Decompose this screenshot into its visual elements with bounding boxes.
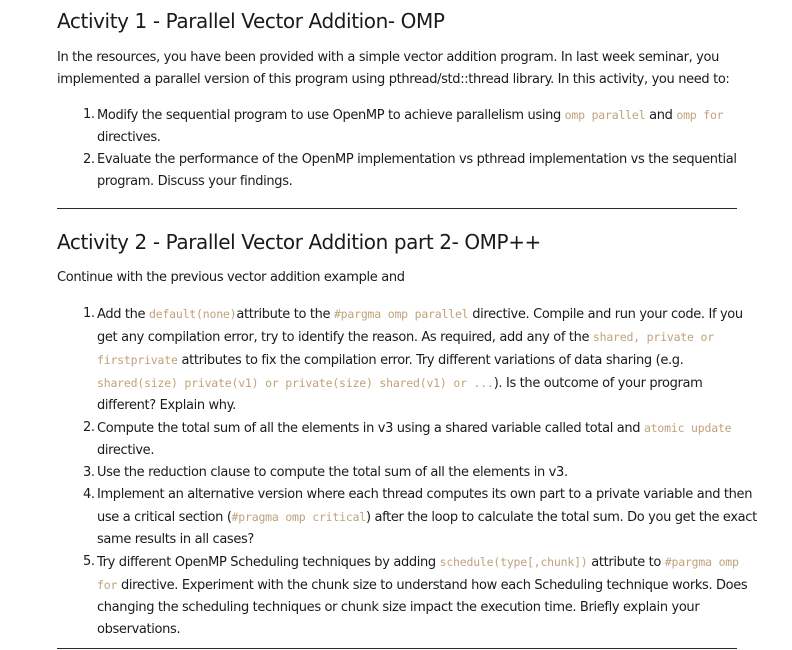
activity2-task-2: Compute the total sum of all the elements in v3 using a shared variable called total and atomic update directive. [97,421,732,458]
activity2-task-list [57,303,757,641]
code-omp-parallel: omp parallel [564,108,646,122]
activity2-task-1: Add the default(none)attribute to the #pargma omp parallel directive. Compile and run your code. If you get any compilation error, try to identify the reason. As required, add any of the shared, private or firstprivate attributes to fix the compilation error. Try different variations of data sharing (e.g. shared(size) private(v1) or private(size) shared(v1) or ...). Is the outcome of your program different? Explain why. [97,307,743,413]
section-divider-bottom [57,648,737,649]
activity1-task-list [57,104,757,193]
code-sharing-variations: shared(size) private(v1) or private(size) shared(v1) or ... [97,376,494,390]
code-sharing-attributes: shared, private or firstprivate [97,330,714,367]
activity2-heading: Activity 2 - Parallel Vector Addition part 2- OMP++ [57,230,541,254]
code-atomic-update: atomic update [643,421,732,435]
activity1-heading: Activity 1 - Parallel Vector Addition- OMP [57,9,445,33]
code-schedule: schedule(type[,chunk]) [439,555,588,569]
code-omp-for: omp for [676,108,724,122]
code-pargma-omp-parallel: #pargma omp parallel [333,307,469,321]
activity2-task-5: Try different OpenMP Scheduling techniques by adding schedule(type[,chunk]) attribute to #pargma omp for directive. Experiment with the chunk size to understand how each Scheduling technique works. Does changing the scheduling techniques or chunk size impact the execution time. Briefly explain your observations. [97,555,748,637]
activity1-task-1: Modify the sequential program to use OpenMP to achieve parallelism using omp parallel and omp for directives. [97,108,724,145]
activity1-task-2: Evaluate the performance of the OpenMP implementation vs pthread implementation vs the sequential program. Discuss your findings. [97,152,737,189]
activity2-intro: Continue with the previous vector addition example and [57,270,405,285]
activity1-intro: In the resources, you have been provided with a simple vector addition program. In last week seminar, you implemented a parallel version of this program using pthread/std::thread library. In this activity, you need to: [57,50,730,87]
section-divider [57,208,737,209]
code-default-none: default(none) [148,307,237,321]
activity2-task-3: Use the reduction clause to compute the total sum of all the elements in v3. [97,465,568,480]
code-pargma-omp-for: #pargma omp for [97,555,739,592]
code-pragma-omp-critical: #pragma omp critical [231,510,367,524]
activity2-task-4: Implement an alternative version where each thread computes its own part to a private variable and then use a critical section (#pragma omp critical) after the loop to calculate the total sum. Do you get the exact same results in all cases? [97,487,757,547]
